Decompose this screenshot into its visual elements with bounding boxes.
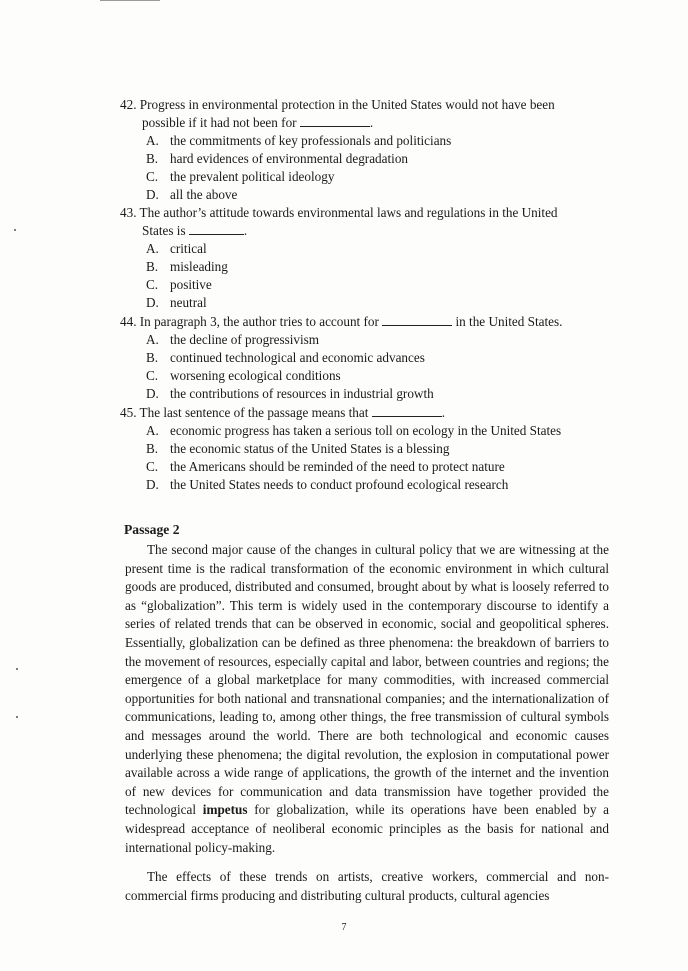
option-text: the commitments of key professionals and politicians	[170, 133, 452, 148]
paragraph-text: The second major cause of the changes in cultural policy that we are witnessing at the present time is the radical transformation of the economic environment in which cultural goods are produced, distributed and consumed, brought about by what is loosely referred to as “globalization”. This term is widely used in the contemporary discourse to identify a series of related trends that can be observed in economic, social and geopolitical spheres. Essentially, globalization can be defined as three phenomena: the breakdown of barriers to the movement of resources, especially capital and labor, between countries and regions; the emergence of a global marketplace for many commodities, with increased commercial opportunities for both national and transnational companies; and the internationalization of communications, leading to, among other things, the free transmission of cultural symbols and messages around the world. There are both technological and economic causes underlying these phenomena; the digital revolution, the explosion in computational power available across a wide range of applications, the growth of the internet and the invention of new devices for communication and data transmission have together provided the technological	[125, 542, 609, 818]
option-text: critical	[170, 241, 207, 256]
answer-blank	[372, 404, 442, 417]
option-a	[120, 132, 610, 150]
stem-punct: .	[441, 405, 445, 420]
stem-text: 45. The last sentence of the passage means that	[120, 405, 369, 420]
question-45	[120, 404, 610, 494]
answer-blank	[189, 222, 244, 235]
option-letter: A.	[146, 133, 159, 148]
bold-term: impetus	[202, 802, 248, 818]
paragraph-text: for globalization, while its operations have been enabled by a widespread acceptance of neoliberal economic principles as the basis for national and international policy-making.	[125, 802, 610, 855]
option-letter: A.	[146, 332, 159, 347]
passage-title: Passage 2	[124, 522, 180, 537]
option-text: hard evidences of environmental degradation	[170, 151, 409, 166]
option-a	[120, 422, 610, 440]
option-letter: C.	[146, 459, 159, 474]
option-letter: A.	[146, 241, 159, 256]
option-letter: D.	[146, 477, 159, 492]
option-a	[120, 240, 610, 258]
answer-blank	[300, 114, 370, 127]
question-stem	[120, 313, 610, 331]
option-c	[120, 276, 610, 294]
option-b	[120, 440, 610, 458]
top-rule	[100, 0, 160, 1]
scan-speck	[16, 716, 18, 718]
passage-paragraph-2	[125, 868, 609, 905]
option-text: the Americans should be reminded of the need to protect nature	[170, 459, 505, 474]
option-d	[120, 294, 610, 312]
stem-text: States is	[142, 223, 186, 238]
option-b	[120, 258, 610, 276]
stem-continuation	[120, 222, 610, 240]
option-letter: D.	[146, 295, 159, 310]
stem-continuation	[120, 114, 610, 132]
option-d	[120, 186, 610, 204]
option-a	[120, 331, 610, 349]
option-text: worsening ecological conditions	[170, 368, 341, 383]
stem-text: 43. The author’s attitude towards environmental laws and regulations in the United	[120, 205, 558, 220]
stem-text: 42. Progress in environmental protection in the United States would not have been	[120, 97, 555, 112]
option-letter: D.	[146, 187, 159, 202]
option-b	[120, 349, 610, 367]
option-b	[120, 150, 610, 168]
option-text: positive	[170, 277, 212, 292]
question-stem	[120, 404, 610, 422]
option-letter: B.	[146, 259, 159, 274]
stem-text: 44. In paragraph 3, the author tries to account for	[120, 314, 379, 329]
option-text: all the above	[170, 187, 238, 202]
stem-punct: .	[369, 115, 374, 130]
stem-punct: .	[243, 223, 248, 238]
option-text: the contributions of resources in industrial growth	[170, 386, 434, 401]
scan-speck	[16, 668, 18, 670]
option-letter: B.	[146, 151, 159, 166]
question-43	[120, 204, 610, 312]
scan-speck	[14, 229, 16, 231]
page-number: 7	[341, 922, 347, 933]
passage-paragraph-1	[125, 541, 609, 857]
option-c	[120, 168, 610, 186]
paragraph-text: The effects of these trends on artists, creative workers, commercial and non-commercial firms producing and distributing cultural products, cultural agencies	[125, 869, 609, 903]
option-d	[120, 385, 610, 403]
option-letter: A.	[146, 423, 159, 438]
question-stem	[120, 204, 610, 240]
option-c	[120, 367, 610, 385]
question-stem	[120, 96, 610, 132]
option-text: the decline of progressivism	[170, 332, 320, 347]
option-letter: C.	[146, 277, 159, 292]
option-c	[120, 458, 610, 476]
answer-blank	[382, 313, 452, 326]
question-44	[120, 313, 610, 403]
option-text: the United States needs to conduct profound ecological research	[170, 477, 509, 492]
option-text: misleading	[170, 259, 228, 274]
option-text: the prevalent political ideology	[170, 169, 335, 184]
option-letter: C.	[146, 368, 159, 383]
option-text: economic progress has taken a serious toll on ecology in the United States	[170, 423, 562, 438]
option-d	[120, 476, 610, 494]
question-42	[120, 96, 610, 204]
option-text: continued technological and economic advances	[170, 350, 425, 365]
option-text: the economic status of the United States is a blessing	[170, 441, 450, 456]
option-letter: B.	[146, 441, 159, 456]
option-letter: B.	[146, 350, 159, 365]
option-letter: C.	[146, 169, 159, 184]
option-letter: D.	[146, 386, 159, 401]
stem-text: possible if it had not been for	[142, 115, 297, 130]
option-text: neutral	[170, 295, 207, 310]
stem-text: in the United States.	[455, 314, 563, 329]
